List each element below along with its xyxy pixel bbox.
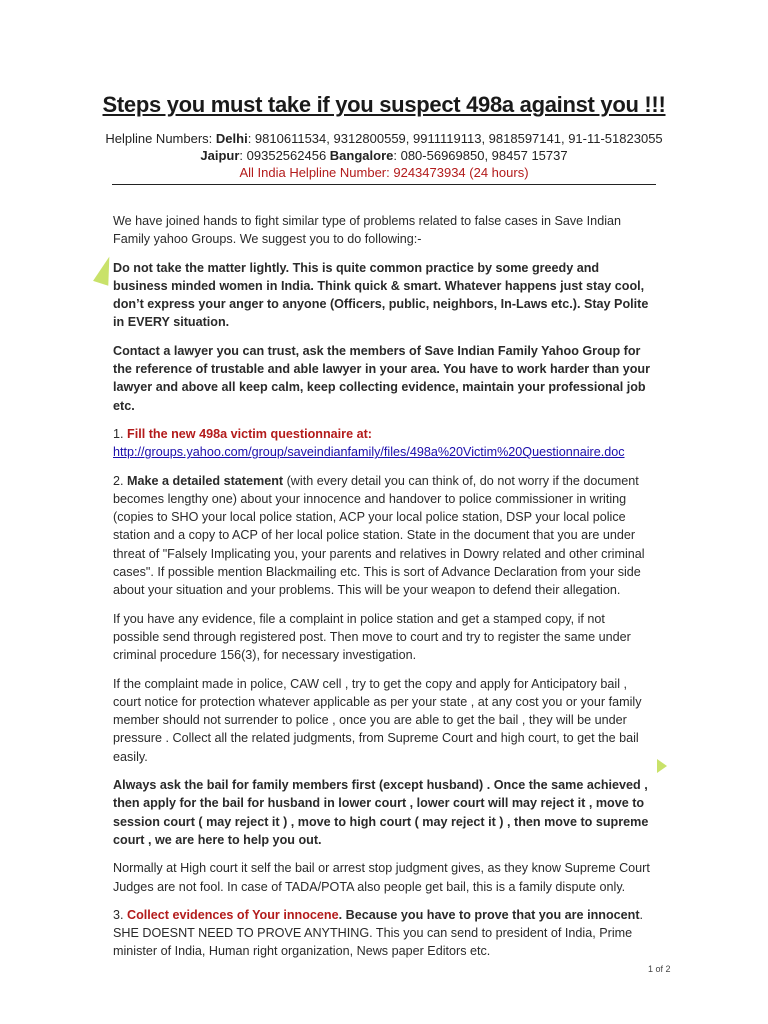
bangalore-numbers: : 080-56969850, 98457 15737	[393, 148, 568, 163]
helpline-line-2	[0, 147, 768, 164]
page-number: 1 of 2	[648, 964, 671, 974]
jaipur-numbers: : 09352562456	[239, 148, 330, 163]
step-3-heading-red: Collect evidences of Your innocene	[127, 907, 339, 922]
paragraph-do-not-take-lightly: Do not take the matter lightly. This is quite common practice by some greedy and business minded women in India. Think quick & smart. Whatever happens just stay cool, don’t express your anger to anyone (Officers, public, neighbors, In-Laws etc.). Stay Polite in EVERY situation.	[113, 260, 649, 330]
page-title: Steps you must take if you suspect 498a against you !!!	[102, 92, 666, 117]
step-3-text: . SHE DOESNT NEED TO PROVE ANYTHING. This you can send to president of India, Prime minister of India, Human right organization, News paper Editors etc.	[113, 907, 644, 959]
paragraph-evidence: If you have any evidence, file a complaint in police station and get a stamped copy, if not possible send through registered post. Then move to court and try to register the same under criminal procedure 156(3), for necessary investigation.	[113, 611, 631, 663]
delhi-numbers: : 9810611534, 9312800559, 9911119113, 9818597141, 91-11-51823055	[247, 131, 663, 146]
all-india-helpline: All India Helpline Number: 9243473934 (24 hours)	[239, 165, 529, 180]
paragraph-complaint: If the complaint made in police, CAW cell , try to get the copy and apply for Anticipatory bail , court notice for protection whatever applicable as per your state , at any cost you or your family member should not surrender to police , once you are able to get the bail , they will be under pressure . Collect all the related judgments, from Supreme Court and high court, to get the bail easily.	[113, 676, 642, 764]
step-1-number: 1.	[113, 426, 128, 441]
step-3	[113, 906, 653, 961]
step-3-heading-bold: . Because you have to prove that you are innocent	[338, 907, 640, 922]
step-1-heading: Fill the new 498a victim questionnaire at:	[127, 426, 372, 441]
document-body	[113, 212, 653, 971]
paragraph-high-court: Normally at High court it self the bail or arrest stop judgment gives, as they know Supreme Court Judges are not fool. In case of TADA/POTA also people get bail, this is a family dispute only.	[113, 861, 650, 894]
jaipur-label: Jaipur	[200, 148, 240, 163]
paragraph-contact-lawyer: Contact a lawyer you can trust, ask the members of Save Indian Family Yahoo Group for the reference of trustable and able lawyer in your area. You have to work harder than your lawyer and above all keep calm, keep collecting evidence, maintain your professional job etc.	[113, 343, 651, 413]
intro-paragraph: We have joined hands to fight similar type of problems related to false cases in Save Indian Family yahoo Groups. We suggest you to do following:-	[113, 214, 621, 247]
step-2-heading: Make a detailed statement	[127, 473, 284, 488]
step-3-number: 3.	[113, 907, 128, 922]
header-divider	[112, 184, 656, 185]
step-2	[113, 472, 653, 600]
paragraph-bail: Always ask the bail for family members first (except husband) . Once the same achieved , then apply for the bail for husband in lower court , lower court will may reject it , move to session court ( may reject it ) , move to high court ( may reject it ) , then move to supreme court , we are here to help you out.	[113, 778, 649, 847]
step-2-number: 2.	[113, 473, 128, 488]
highlight-mark-right	[657, 759, 667, 773]
step-2-text: (with every detail you can think of, do not worry if the document becomes lengthy one) about your innocence and handover to police commissioner in writing (copies to SHO your local police station, ACP your local police station, DSP your local police station and a copy to ACP of her local police station. State in the document that you are under threat of "Falsely Implicating you, your parents and relatives in Dowry related and other criminal cases". If possible mention Blackmailing etc. This is sort of Advance Declaration from your side about your situation and your problems. This will be your weapon to defend their allegation.	[113, 473, 645, 598]
step-1	[113, 425, 653, 462]
helpline-line-1	[0, 130, 768, 147]
questionnaire-link[interactable]: http://groups.yahoo.com/group/saveindianfamily/files/498a%20Victim%20Questionnaire.doc	[113, 445, 625, 460]
helpline-label: Helpline Numbers:	[105, 131, 213, 146]
helpline-block	[0, 130, 768, 181]
bangalore-label: Bangalore	[329, 148, 394, 163]
delhi-label: Delhi	[215, 131, 248, 146]
